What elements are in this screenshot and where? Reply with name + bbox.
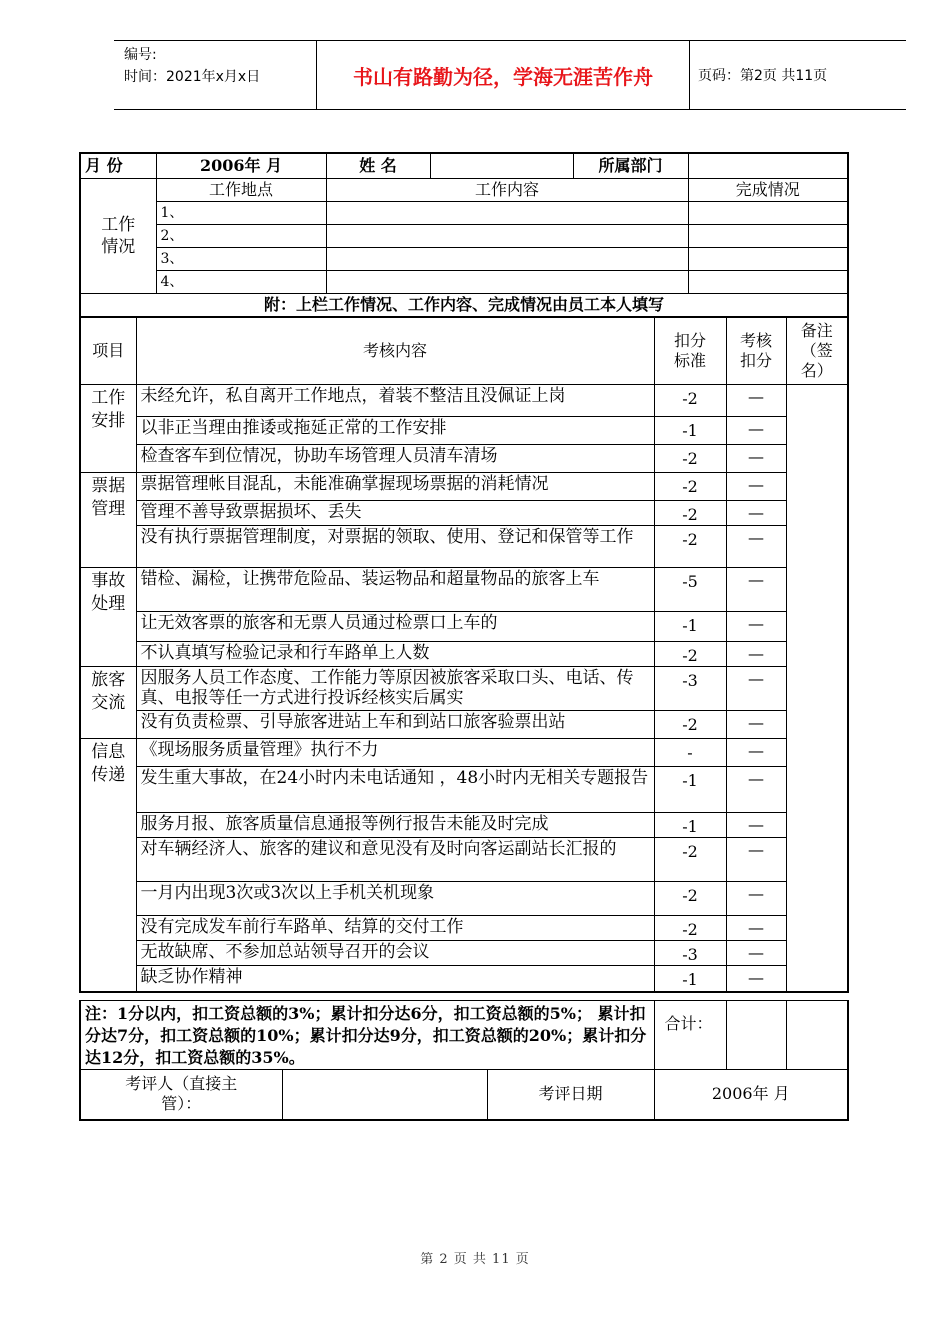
deduction-score[interactable]: —: [726, 966, 786, 992]
dept-label: 所属部门: [573, 153, 688, 178]
work-row-content[interactable]: [326, 201, 688, 224]
assessment-content: 管理不善导致票据损坏、丢失: [136, 501, 654, 526]
work-info-table: [79, 152, 849, 318]
assessment-row: [80, 612, 848, 642]
assessment-content: 不认真填写检验记录和行车路单上人数: [136, 642, 654, 667]
assessment-content: 检查客车到位情况，协助车场管理人员清车清场: [136, 445, 654, 473]
assessment-content: 因服务人员工作态度、工作能力等原因被旅客采取口头、电话、传真、电报等任一方式进行投诉经核实后属实: [136, 667, 654, 711]
assessment-row: [80, 941, 848, 966]
deduction-standard: -2: [654, 501, 726, 526]
deduction-score[interactable]: —: [726, 916, 786, 941]
assessment-content: 没有完成发车前行车路单、结算的交付工作: [136, 916, 654, 941]
assessment-content: 未经允许，私自离开工作地点，着装不整洁且没佩证上岗: [136, 385, 654, 417]
deduction-rules-note: 注：1分以内，扣工资总额的3%；累计扣分达6分，扣工资总额的5%； 累计扣分达7分，扣工资总额的10%；累计扣分达9分，扣工资总额的20%；累计扣分达12分，扣工资总额的35%。: [80, 1001, 654, 1070]
total-score[interactable]: [726, 1001, 786, 1070]
work-row-label[interactable]: 2、: [156, 224, 326, 247]
deduction-score[interactable]: —: [726, 642, 786, 667]
assessment-content: 错检、漏检，让携带危险品、装运物品和超量物品的旅客上车: [136, 568, 654, 612]
deduction-score[interactable]: —: [726, 385, 786, 417]
assessment-row: [80, 767, 848, 813]
deduction-standard: -1: [654, 813, 726, 838]
deduction-standard: -2: [654, 916, 726, 941]
deduction-standard: -1: [654, 767, 726, 813]
deduction-score[interactable]: —: [726, 445, 786, 473]
work-row-label[interactable]: 4、: [156, 270, 326, 293]
assessment-row: [80, 882, 848, 916]
name-value[interactable]: [430, 153, 573, 178]
assessment-content: 票据管理帐目混乱，未能准确掌握现场票据的消耗情况: [136, 473, 654, 501]
assessment-row: [80, 667, 848, 711]
deduction-standard: -1: [654, 417, 726, 445]
reviewer-value[interactable]: [282, 1070, 487, 1120]
assessment-content: 一月内出现3次或3次以上手机关机现象: [136, 882, 654, 916]
assessment-row: [80, 501, 848, 526]
col-standard: 扣分标准: [654, 317, 726, 385]
col-deduct: 考核扣分: [726, 317, 786, 385]
header-left: [124, 44, 260, 88]
time-label: 时间：2021年x月x日: [124, 69, 261, 85]
col-content: 工作内容: [326, 178, 688, 201]
deduction-standard: -2: [654, 526, 726, 568]
col-assess-content: 考核内容: [136, 317, 654, 385]
assessment-row: [80, 739, 848, 767]
deduction-standard: -2: [654, 473, 726, 501]
work-row-content[interactable]: [326, 247, 688, 270]
deduction-score[interactable]: —: [726, 739, 786, 767]
assessment-content: 无故缺席、不参加总站领导召开的会议: [136, 941, 654, 966]
assessment-row: [80, 417, 848, 445]
page-number-label: 页码：第2页 共11页: [698, 68, 828, 84]
deduction-standard: -2: [654, 838, 726, 882]
total-remark[interactable]: [786, 1001, 848, 1070]
deduction-standard: -5: [654, 568, 726, 612]
page-header: [114, 40, 906, 110]
deduction-score[interactable]: —: [726, 473, 786, 501]
deduction-score[interactable]: —: [726, 882, 786, 916]
total-label: 合计：: [654, 1001, 726, 1070]
assessment-row: [80, 838, 848, 882]
assessment-content: 对车辆经济人、旅客的建议和意见没有及时向客运副站长汇报的: [136, 838, 654, 882]
deduction-standard: -1: [654, 612, 726, 642]
assessment-content: 没有执行票据管理制度，对票据的领取、使用、登记和保管等工作: [136, 526, 654, 568]
assessment-row: [80, 916, 848, 941]
month-label: 月 份: [80, 153, 156, 178]
assessment-content: 缺乏协作精神: [136, 966, 654, 992]
assessment-content: 没有负责检票、引导旅客进站上车和到站口旅客验票出站: [136, 711, 654, 739]
deduction-score[interactable]: —: [726, 813, 786, 838]
deduction-score[interactable]: —: [726, 711, 786, 739]
info-note: 附：上栏工作情况、工作内容、完成情况由员工本人填写: [80, 293, 848, 317]
date-label: 考评日期: [487, 1070, 654, 1120]
assessment-row: [80, 445, 848, 473]
deduction-standard: -3: [654, 941, 726, 966]
deduction-score[interactable]: —: [726, 612, 786, 642]
group-name: 票据管理: [80, 473, 136, 568]
motto: 书山有路勤为径，学海无涯苦作舟: [316, 41, 690, 109]
deduction-score[interactable]: —: [726, 568, 786, 612]
assessment-content: 发生重大事故，在24小时内未电话通知 ，48小时内无相关专题报告: [136, 767, 654, 813]
deduction-standard: -2: [654, 642, 726, 667]
col-item: 项目: [80, 317, 136, 385]
group-name: 旅客交流: [80, 667, 136, 739]
work-row-label[interactable]: 3、: [156, 247, 326, 270]
assessment-row: [80, 966, 848, 992]
col-place: 工作地点: [156, 178, 326, 201]
deduction-standard: -2: [654, 711, 726, 739]
work-row-content[interactable]: [326, 270, 688, 293]
group-name: 信息传递: [80, 739, 136, 992]
dept-value[interactable]: [688, 153, 848, 178]
deduction-score[interactable]: —: [726, 941, 786, 966]
work-row-status[interactable]: [688, 247, 848, 270]
deduction-standard: -: [654, 739, 726, 767]
deduction-score[interactable]: —: [726, 767, 786, 813]
work-row-status[interactable]: [688, 224, 848, 247]
deduction-score[interactable]: —: [726, 838, 786, 882]
assessment-table: [79, 316, 849, 993]
assessment-row: [80, 711, 848, 739]
work-label: 工作情况: [80, 178, 156, 293]
assessment-content: 以非正当理由推诿或拖延正常的工作安排: [136, 417, 654, 445]
page-footer: 第 2 页 共 11 页: [420, 1252, 530, 1267]
assessment-row: [80, 473, 848, 501]
code-label: 编号:: [124, 47, 157, 63]
reviewer-label: 考评人（直接主管）：: [80, 1070, 282, 1120]
assessment-content: 服务月报、旅客质量信息通报等例行报告未能及时完成: [136, 813, 654, 838]
col-status: 完成情况: [688, 178, 848, 201]
deduction-score[interactable]: —: [726, 417, 786, 445]
group-name: 工作安排: [80, 385, 136, 473]
deduction-score[interactable]: —: [726, 501, 786, 526]
group-name: 事故处理: [80, 568, 136, 667]
name-label: 姓 名: [326, 153, 430, 178]
deduction-standard: -2: [654, 385, 726, 417]
assessment-row: [80, 385, 848, 417]
assessment-row: [80, 813, 848, 838]
deduction-score[interactable]: —: [726, 667, 786, 711]
deduction-standard: -2: [654, 445, 726, 473]
work-row-status[interactable]: [688, 201, 848, 224]
deduction-standard: -1: [654, 966, 726, 992]
month-value[interactable]: 2006年 月: [156, 153, 326, 178]
deduction-standard: -3: [654, 667, 726, 711]
work-row-status[interactable]: [688, 270, 848, 293]
summary-table: [79, 1000, 849, 1121]
assessment-row: [80, 568, 848, 612]
remark-signature[interactable]: [786, 385, 848, 992]
assessment-content: 《现场服务质量管理》执行不力: [136, 739, 654, 767]
deduction-standard: -2: [654, 882, 726, 916]
date-value[interactable]: 2006年 月: [654, 1070, 848, 1120]
col-remark: 备注（签名）: [786, 317, 848, 385]
assessment-content: 让无效客票的旅客和无票人员通过检票口上车的: [136, 612, 654, 642]
assessment-row: [80, 642, 848, 667]
deduction-score[interactable]: —: [726, 526, 786, 568]
work-row-label[interactable]: 1、: [156, 201, 326, 224]
work-row-content[interactable]: [326, 224, 688, 247]
assessment-row: [80, 526, 848, 568]
assessment-body: [80, 385, 848, 992]
